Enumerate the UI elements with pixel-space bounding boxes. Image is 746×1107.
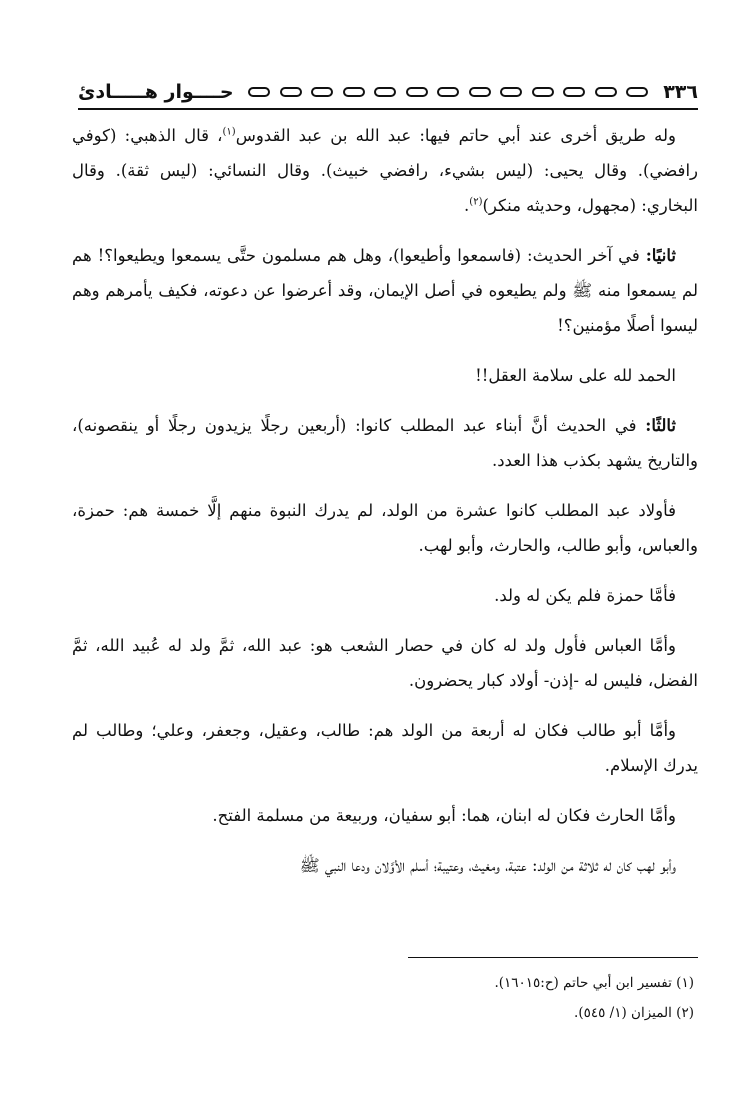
paragraph-lead: ثانيًا: <box>645 246 676 265</box>
paragraph-text: وله طريق أخرى عند أبي حاتم فيها: عبد الله بن عبد القدوس <box>235 126 676 145</box>
footnote-marker[interactable]: (٢) <box>469 196 483 208</box>
paragraph-text: . <box>464 196 470 215</box>
paragraph-text: ، قال الذهبي: (كوفي رافضي). وقال يحيى: (ليس بشيء، رافضي خبيث). وقال النسائي: (ليس ثقة). وقال البخاري: (مجهول، وحديثه منكر) <box>72 126 698 215</box>
ornament-link-icon <box>280 87 302 97</box>
paragraph-text: وأمَّا أبو طالب فكان له أربعة من الولد هم: طالب، وعقيل، وجعفر، وعلي؛ وطالب لم يدرك الإسلام. <box>72 721 698 775</box>
paragraph <box>72 798 698 833</box>
main-text <box>72 118 698 898</box>
paragraph-text: في الحديث أنَّ أبناء عبد المطلب كانوا: (أربعين رجلًا يزيدون رجلًا أو ينقصونه)، والتاريخ يشهد بكذب هذا العدد. <box>72 416 698 470</box>
footnotes <box>74 968 694 1028</box>
footnote-divider <box>408 957 698 958</box>
ornament-link-icon <box>563 87 585 97</box>
paragraph-text: وأبو لهب كان له ثلاثة من الولد: عتبة، ومغيث، وعتيبة؛ أسلم الأوَّلان ودعا النبي ﷺ <box>299 856 676 875</box>
paragraph <box>72 358 698 393</box>
ornament-link-icon <box>248 87 270 97</box>
ornament-link-icon <box>374 87 396 97</box>
footnote: (١) تفسير ابن أبي حاتم (ح:١٦٠١٥). <box>494 975 694 991</box>
ornament-link-icon <box>311 87 333 97</box>
ornament-link-icon <box>437 87 459 97</box>
footnote-marker[interactable]: (١) <box>222 126 236 138</box>
paragraph <box>72 848 698 883</box>
paragraph-text: فأولاد عبد المطلب كانوا عشرة من الولد، لم يدرك النبوة منهم إلَّا خمسة هم: حمزة، والعباس، وأبو طالب، والحارث، وأبو لهب. <box>72 501 698 555</box>
paragraph <box>72 578 698 613</box>
paragraph <box>72 118 698 223</box>
paragraph-text: الحمد لله على سلامة العقل!! <box>475 366 676 385</box>
page-number: ٣٣٦ <box>663 81 698 103</box>
paragraph <box>72 713 698 783</box>
ornament-link-icon <box>500 87 522 97</box>
ornament-link-icon <box>469 87 491 97</box>
paragraph-text: وأمَّا العباس فأول ولد له كان في حصار الشعب هو: عبد الله، ثمَّ ولد له عُبيد الله، ثمَّ الفضل، فليس له -إذن- أولاد كبار يحضرون. <box>72 636 698 690</box>
ornament-link-icon <box>532 87 554 97</box>
paragraph-lead: ثالثًا: <box>645 416 676 435</box>
paragraph-text: في آخر الحديث: (فاسمعوا وأطيعوا)، وهل هم مسلمون حتَّى يسمعوا ويطيعوا؟! هم لم يسمعوا منه ﷺ ولم يطيعوه في أصل الإيمان، وقد أعرضوا عن دعوته، فكيف يأمرهم وهم ليسوا أصلًا مؤمنين؟! <box>72 246 698 335</box>
paragraph <box>72 628 698 698</box>
paragraph-text: وأمَّا الحارث فكان له ابنان، هما: أبو سفيان، وربيعة من مسلمة الفتح. <box>212 806 676 825</box>
running-title: حــــوار هـــــادئ <box>78 81 234 103</box>
paragraph <box>72 408 698 478</box>
ornament-link-icon <box>406 87 428 97</box>
ornament-link-icon <box>343 87 365 97</box>
ornament-link-icon <box>595 87 617 97</box>
paragraph <box>72 493 698 563</box>
footnote: (٢) الميزان (١/ ٥٤٥). <box>574 1005 694 1021</box>
paragraph-text: فأمَّا حمزة فلم يكن له ولد. <box>494 586 676 605</box>
ornament-link-icon <box>626 87 648 97</box>
paragraph <box>72 238 698 343</box>
page-header <box>78 76 698 110</box>
header-ornament <box>244 85 654 99</box>
